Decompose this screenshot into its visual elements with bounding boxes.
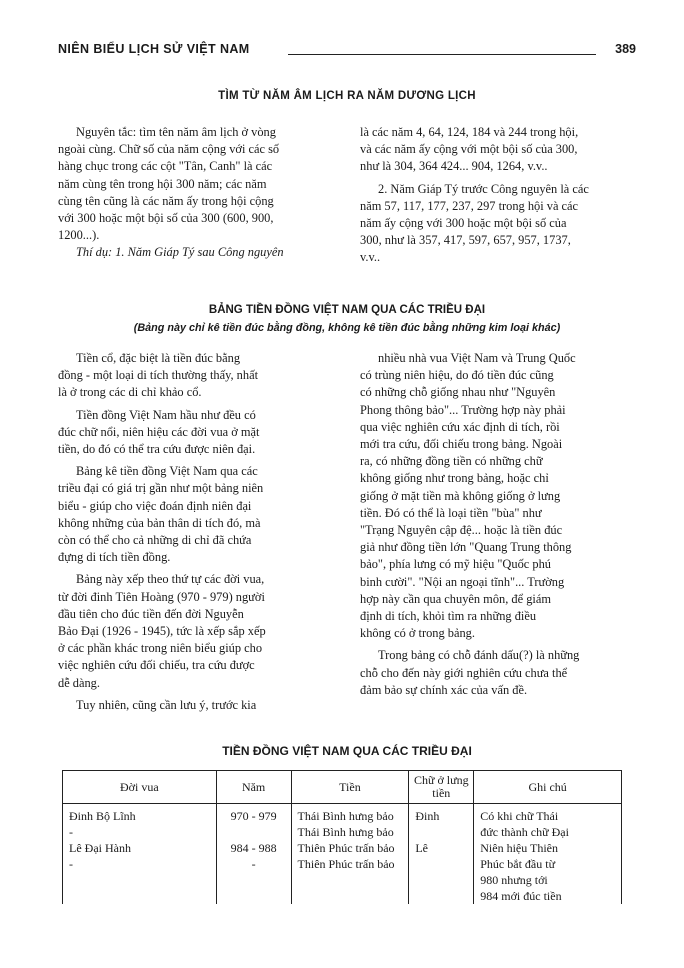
text-line: giống ở mặt tiền mà không giống ở lưng xyxy=(360,488,561,503)
paragraph xyxy=(58,697,340,714)
text-line: mới tra cứu, đối chiếu trong bảng. Ngoài xyxy=(360,437,563,452)
cell-coin xyxy=(291,872,409,888)
cell-king: - xyxy=(63,824,217,840)
section1-right-column xyxy=(360,124,636,267)
cell-back: Đinh xyxy=(409,804,474,825)
text-line: 2. Năm Giáp Tý trước Công nguyên là các xyxy=(378,181,589,196)
header-rule xyxy=(288,54,596,55)
section1-left-column xyxy=(58,124,340,262)
paragraph xyxy=(58,350,340,402)
cell-back: Lê xyxy=(409,840,474,856)
text-line: năm cùng tên trong hội 300 năm; các năm xyxy=(58,176,267,191)
text-line: nhiều nhà vua Việt Nam và Trung Quốc xyxy=(378,351,576,365)
cell-coin: Thiên Phúc trấn bảo xyxy=(291,856,409,872)
paragraph xyxy=(58,407,340,459)
text-line: từ đời đinh Tiên Hoàng (970 - 979) người xyxy=(58,589,265,604)
table-row xyxy=(63,856,622,872)
text-line: với 300 hoặc một bội số của 300 (600, 900, xyxy=(58,211,274,226)
header-year: Năm xyxy=(216,771,291,804)
cell-back xyxy=(409,888,474,904)
cell-king xyxy=(63,872,217,888)
text-line: năm ấy cộng với 300 hoặc một bội số của xyxy=(360,216,567,231)
paragraph xyxy=(58,463,340,566)
text-line: có những chỗ giống nhau như "Nguyên xyxy=(360,385,556,400)
example-line: Thí dụ: 1. Năm Giáp Tý sau Công nguyên xyxy=(76,245,284,260)
cell-year xyxy=(216,872,291,888)
cell-note: Niên hiệu Thiên xyxy=(474,840,622,856)
text-line: Tiền cổ, đặc biệt là tiền đúc bằng xyxy=(76,351,241,365)
text-line: 1200...). xyxy=(58,228,100,243)
text-line: Phong thông bảo"... Trường hợp này phải xyxy=(360,402,566,417)
text-line: "Trạng Nguyên cập đệ... hoặc là tiền đúc xyxy=(360,523,563,538)
text-line: và các năm ấy cộng với một bội số của 300, xyxy=(360,142,578,157)
section1-right-lines-1 xyxy=(360,124,636,176)
text-line: hàng chục trong các cột "Tân, Canh" là các xyxy=(58,159,273,174)
cell-back xyxy=(409,856,474,872)
cell-note: 984 mới đúc tiền xyxy=(474,888,622,904)
running-header xyxy=(58,40,636,62)
section2-subtitle: (Bảng này chỉ kê tiền đúc bằng đồng, không kê tiền đúc bằng những kim loại khác) xyxy=(133,322,561,334)
text-line: là các năm 4, 64, 124, 184 và 244 trong hội, xyxy=(360,125,579,139)
text-line: Nguyên tắc: tìm tên năm âm lịch ở vòng xyxy=(76,125,276,139)
text-line: binh cười". "Nội an ngoại tĩnh"... Trường xyxy=(360,574,565,589)
text-line: tiền, do đó có thể tra cứu được niên đại. xyxy=(58,442,256,457)
section2-title: BẢNG TIỀN ĐỒNG VIỆT NAM QUA CÁC TRIỀU ĐẠI xyxy=(208,304,486,316)
text-line: còn có thể cho cả những di chỉ đã chứa xyxy=(58,533,252,548)
text-line: đúc chữ nổi, niên hiệu các đời vua ở mặt xyxy=(58,424,260,439)
text-line: qua việc nghiên cứu xác định di tích, rồi xyxy=(360,419,560,434)
cell-coin: Thái Bình hưng bảo xyxy=(291,804,409,825)
text-line: như là 304, 364 424... 904, 1264, v.v.. xyxy=(360,159,548,174)
cell-back xyxy=(409,824,474,840)
text-line: năm 57, 117, 177, 237, 297 trong hội và các xyxy=(360,198,579,213)
cell-note: Có khi chữ Thái xyxy=(474,804,622,825)
text-line: v.v.. xyxy=(360,250,381,265)
text-line: 300, như là 357, 417, 597, 657, 957, 1737, xyxy=(360,233,571,248)
text-line: Bảng kê tiền đồng Việt Nam qua các xyxy=(76,464,258,479)
header-note: Ghi chú xyxy=(474,771,622,804)
text-line: ngoài cùng. Chữ số của năm cộng với các số xyxy=(58,142,280,157)
table-header-row xyxy=(63,771,622,804)
paragraph xyxy=(360,350,636,642)
text-line: không những của bản thân di tích đó, mà xyxy=(58,515,261,530)
section2-left-column xyxy=(58,350,340,714)
text-line: đựng di tích tiền đồng. xyxy=(58,550,171,565)
cell-coin xyxy=(291,888,409,904)
text-line: giả như đồng tiền lớn "Quang Trung thông xyxy=(360,540,572,555)
table-row xyxy=(63,872,622,888)
text-line: có trùng niên hiệu, do đó tiền đúc cũng xyxy=(360,368,554,383)
cell-note: Phúc bắt đầu từ xyxy=(474,856,622,872)
text-line: hợp này cần qua chuyên môn, để giám xyxy=(360,591,551,606)
table-body xyxy=(63,804,622,905)
paragraph xyxy=(360,647,636,699)
text-line: biểu - giúp cho việc đoán định niên đại xyxy=(58,498,252,513)
cell-back xyxy=(409,872,474,888)
text-line: không giống như trong bảng, hoặc chỉ xyxy=(360,471,549,486)
coin-table xyxy=(62,770,622,904)
text-line: tiền. Đó có thể là loại tiền "bùa" như xyxy=(360,505,542,520)
text-line: ở các phần khác trong niên biểu giúp cho xyxy=(58,641,263,656)
text-line: bảo", phía lưng có mỹ hiệu "Quốc phú xyxy=(360,557,551,572)
text-line: không có ở trong bảng. xyxy=(360,626,475,641)
section1-left-lines xyxy=(58,124,340,244)
header-king: Đời vua xyxy=(63,771,217,804)
cell-king: Đinh Bộ Lĩnh xyxy=(63,804,217,825)
text-line: Tiền đồng Việt Nam hầu như đều có xyxy=(76,407,256,422)
cell-note: đức thành chữ Đại xyxy=(474,824,622,840)
cell-year xyxy=(216,824,291,840)
text-line: Trong bảng có chỗ đánh dấu(?) là những xyxy=(378,648,580,663)
text-line: Bảo Đại (1926 - 1945), tức là xếp sắp xếp xyxy=(58,624,266,639)
table-row xyxy=(63,840,622,856)
cell-year xyxy=(216,888,291,904)
text-line: cùng tên cũng là các năm ấy trong hội cộng xyxy=(58,193,274,208)
running-title: NIÊN BIỂU LỊCH SỬ VIỆT NAM xyxy=(58,42,250,56)
text-line: đồng - một loại di tích thường thấy, nhất xyxy=(58,368,259,383)
text-line: chỗ cho đến này giới nghiên cứu chưa thể xyxy=(360,665,568,680)
cell-year: 984 - 988 xyxy=(216,840,291,856)
text-line: Bảng này xếp theo thứ tự các đời vua, xyxy=(76,572,265,587)
page-number: 389 xyxy=(615,42,636,56)
header-back: Chữ ở lưng tiền xyxy=(409,771,474,804)
cell-coin: Thái Bình hưng bảo xyxy=(291,824,409,840)
header-coin: Tiền xyxy=(291,771,409,804)
text-line: định di tích, khỏi tìm ra những điều xyxy=(360,609,537,624)
section2-right-column xyxy=(360,350,636,699)
cell-king xyxy=(63,888,217,904)
text-line: Tuy nhiên, cũng cần lưu ý, trước kia xyxy=(76,697,257,712)
cell-note: 980 nhưng tới xyxy=(474,872,622,888)
cell-year: 970 - 979 xyxy=(216,804,291,825)
text-line: ra, có những đồng tiền có những chữ xyxy=(360,454,543,469)
text-line: đảm bảo sự chính xác của vấn đề. xyxy=(360,682,528,697)
cell-year: - xyxy=(216,856,291,872)
text-line: triều đại có giá trị gần như một bảng niên xyxy=(58,481,264,496)
cell-king: - xyxy=(63,856,217,872)
text-line: là ở trong các di chỉ khảo cổ. xyxy=(58,385,202,400)
table-row xyxy=(63,804,622,825)
section1-right-lines-2 xyxy=(360,181,636,267)
text-line: dễ dàng. xyxy=(58,675,100,690)
paragraph xyxy=(58,571,340,691)
cell-king: Lê Đại Hành xyxy=(63,840,217,856)
text-line: việc nghiên cứu đối chiếu, tra cứu được xyxy=(58,658,255,673)
text-line: đầu tiên cho đúc tiền đến đời Nguyễn xyxy=(58,606,244,621)
table-row xyxy=(63,824,622,840)
table-row xyxy=(63,888,622,904)
section1-title: TÌM TỪ NĂM ÂM LỊCH RA NĂM DƯƠNG LỊCH xyxy=(218,90,476,102)
cell-coin: Thiên Phúc trấn bảo xyxy=(291,840,409,856)
table-title: TIỀN ĐỒNG VIỆT NAM QUA CÁC TRIỀU ĐẠI xyxy=(222,744,472,758)
